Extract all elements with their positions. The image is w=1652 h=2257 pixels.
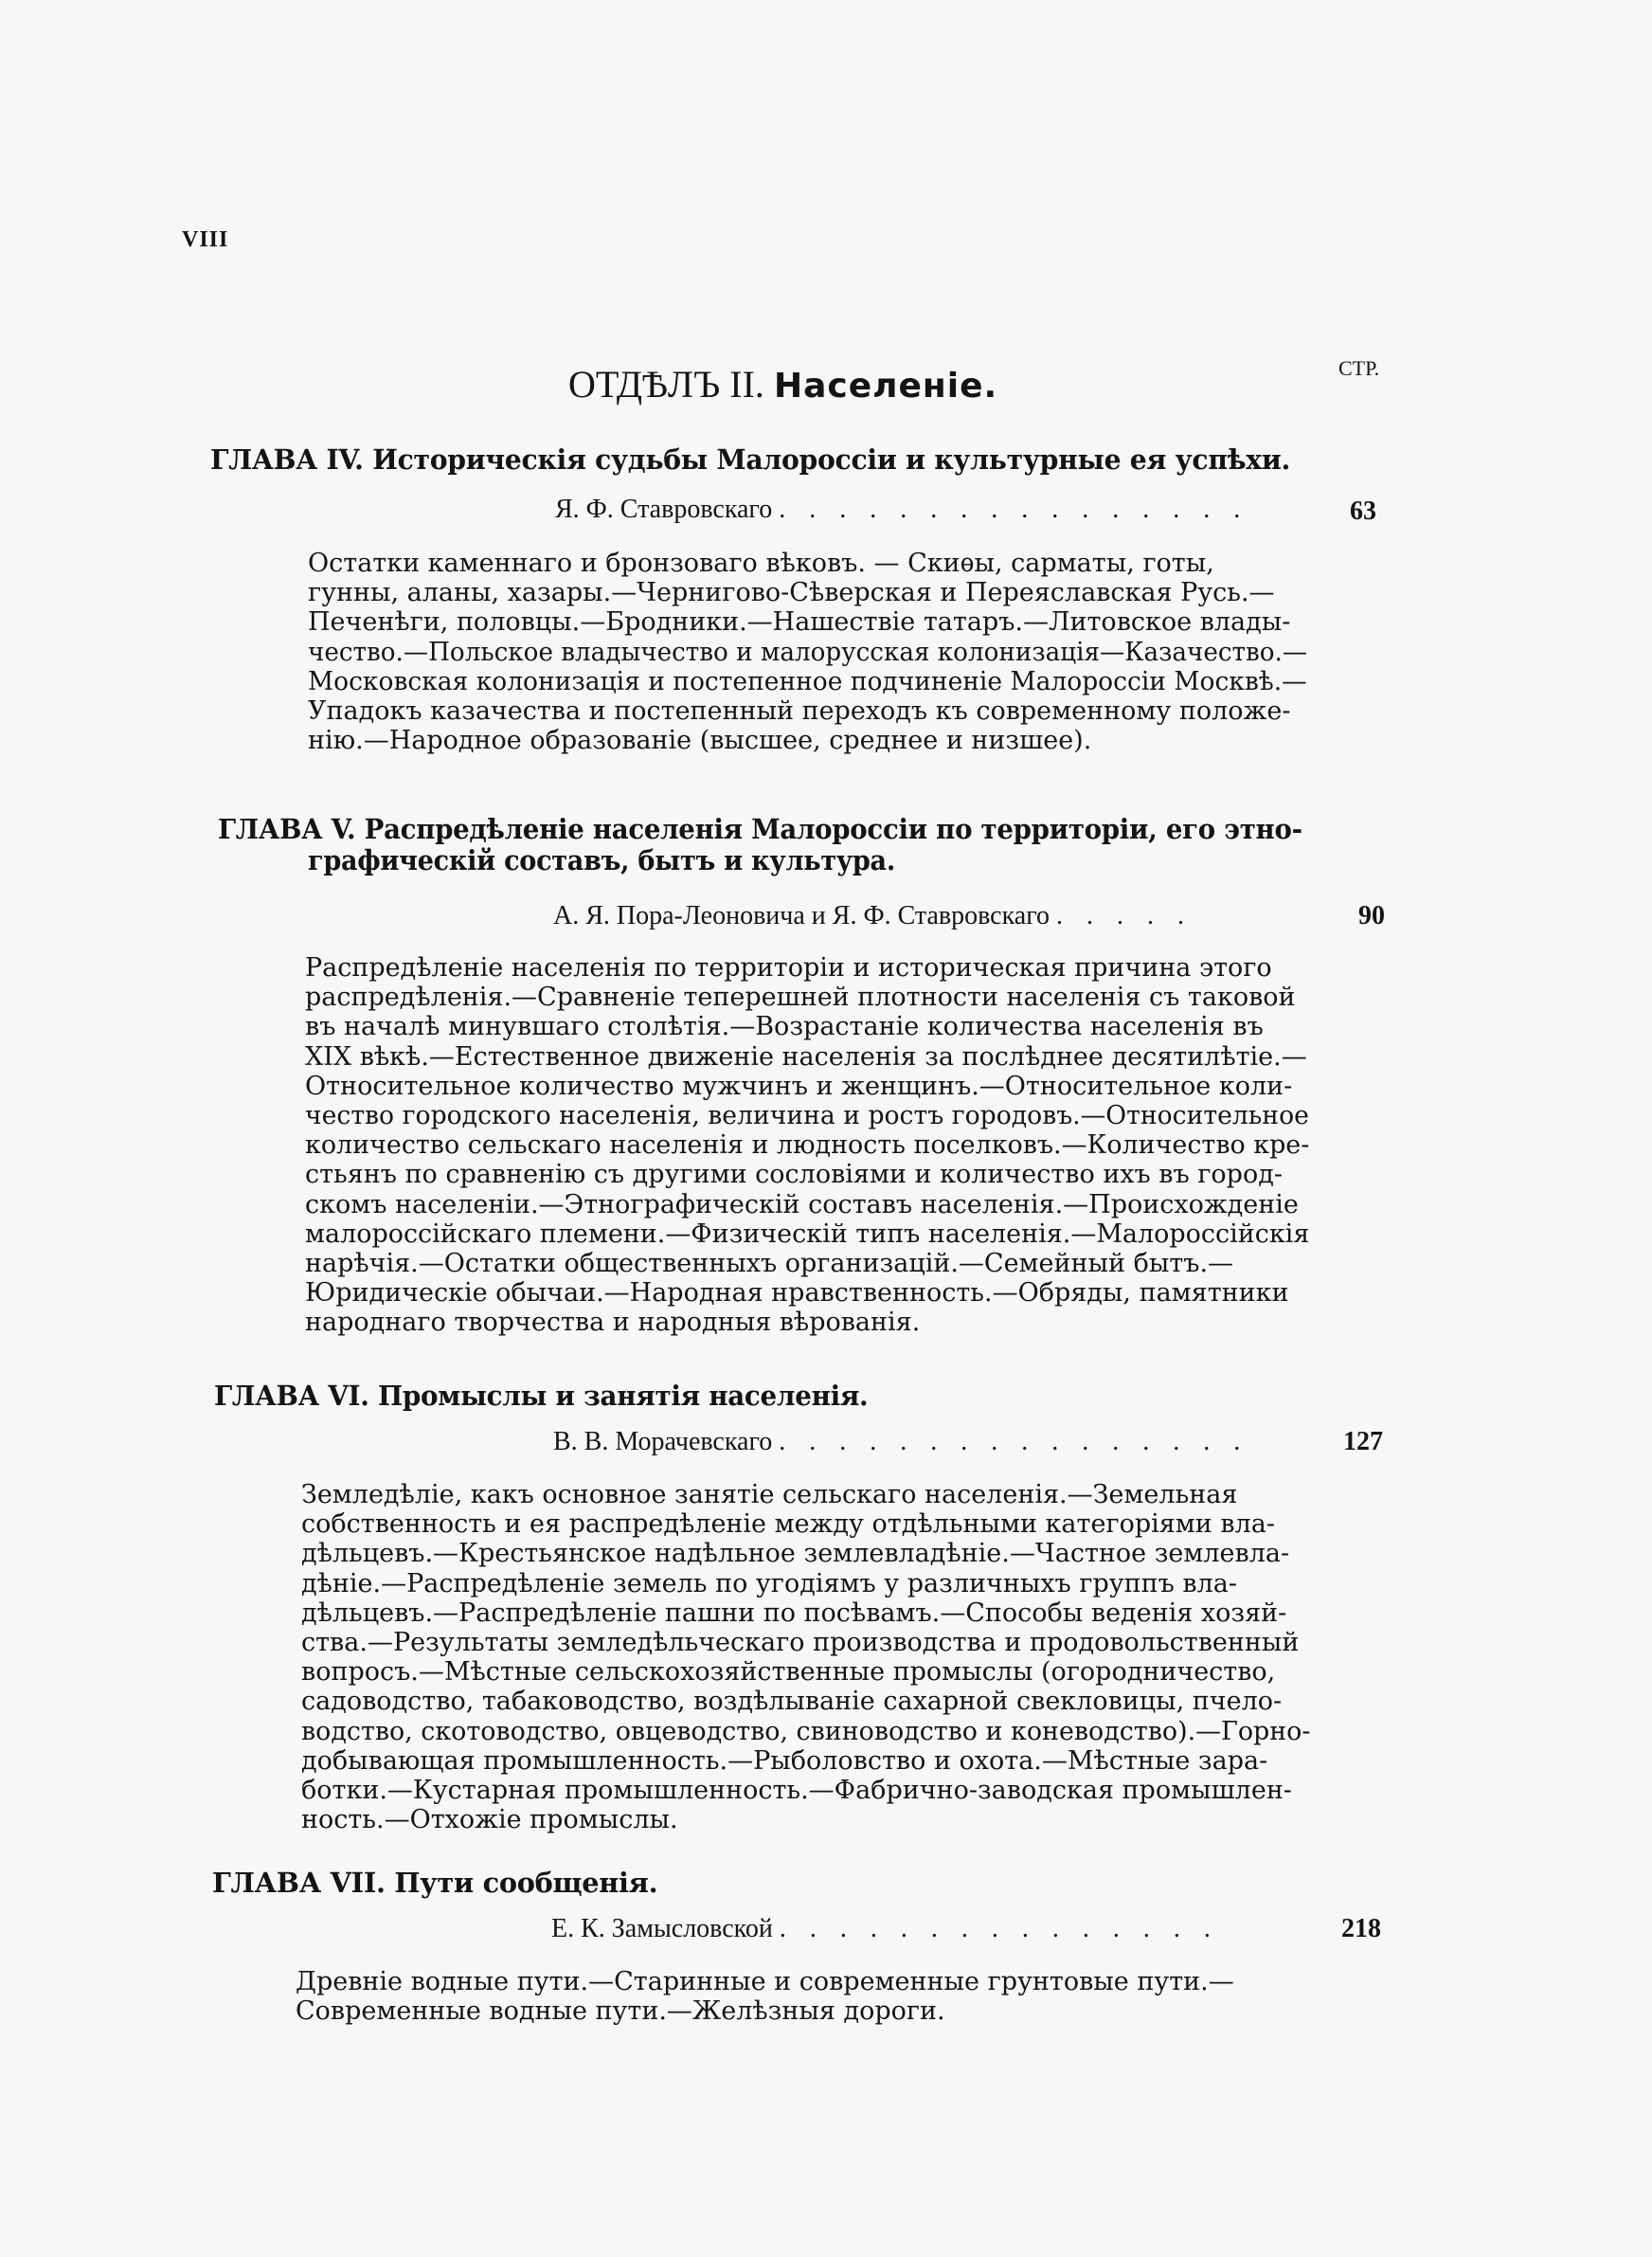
summary-line: распредѣленія.—Сравненіе теперешней плотности населенія съ таковой (305, 983, 1296, 1013)
chapter-4-author-line (555, 495, 1248, 525)
chapter-7-heading: ГЛАВА VII. Пути сообщенія. (212, 1867, 658, 1899)
chapter-7-author: Е. К. Замысловской (551, 1914, 773, 1943)
section-name: Населеніе. (773, 367, 998, 406)
summary-line: Остатки каменнаго и бронзоваго вѣковъ. — Скиѳы, сарматы, готы, (308, 549, 1214, 578)
summary-line: нію.—Народное образованіе (высшее, среднее и низшее). (308, 726, 1092, 756)
chapter-7-leader-dots: . . . . . . . . . . . . . . . (779, 1914, 1219, 1943)
summary-line: вопросъ.—Мѣстные сельскохозяйственные промыслы (огородничество, (301, 1657, 1276, 1688)
summary-line: водство, скотоводство, овцеводство, свиноводство и коневодство).—Горно- (301, 1716, 1311, 1746)
summary-line: чество.—Польское владычество и малорусская колонизація—Казачество.— (308, 637, 1308, 667)
summary-line: дѣльцевъ.—Распредѣленіе пашни по посѣвамъ.—Способы веденія хозяй- (301, 1598, 1287, 1628)
chapter-6-author-line (553, 1427, 1248, 1457)
summary-line: дѣніе.—Распредѣленіе земель по угодіямъ у различныхъ группъ вла- (301, 1568, 1237, 1598)
summary-line: собственность и ея распредѣленіе между отдѣльными категоріями вла- (301, 1509, 1275, 1540)
summary-line: въ началѣ минувшаго столѣтія.—Возрастаніе количества населенія въ (305, 1012, 1264, 1042)
chapter-6-heading: ГЛАВА VI. Промыслы и занятія населенія. (214, 1380, 869, 1412)
summary-line: чество городского населенія, величина и ростъ городовъ.—Относительное (305, 1100, 1309, 1130)
chapter-5-summary (305, 953, 1322, 1337)
page-number: VIII (182, 227, 229, 252)
chapter-5-heading-line-2: графическій составъ, бытъ и культура. (308, 844, 895, 876)
section-prefix: ОТДѢЛЪ II. (568, 363, 764, 406)
chapter-5-author: А. Я. Пора-Леоновича и Я. Ф. Ставровскаго (553, 901, 1050, 930)
summary-line: Относительное количество мужчинъ и женщинъ.—Относительное коли- (305, 1071, 1293, 1101)
summary-line: добывающая промышленность.—Рыболовство и охота.—Мѣстные зара- (301, 1745, 1268, 1776)
summary-line: нарѣчія.—Остатки общественныхъ организацій.—Семейный бытъ.— (305, 1248, 1234, 1278)
summary-line: ность.—Отхожіе промыслы. (301, 1805, 678, 1835)
chapter-5-heading-line-1: ГЛАВА V. Распредѣленіе населенія Малороссіи по территоріи, его этно- (218, 813, 1302, 845)
chapter-6-leader-dots: . . . . . . . . . . . . . . . . (779, 1427, 1249, 1456)
summary-line: Юридическіе обычаи.—Народная нравственность.—Обряды, памятники (305, 1278, 1289, 1309)
chapter-7-summary (296, 1967, 1234, 2026)
summary-line: садоводство, табаководство, воздѣлываніе сахарной свекловицы, пчело- (301, 1687, 1283, 1717)
summary-line: XIX вѣкѣ.—Естественное движеніе населенія за послѣднее десятилѣтіе.— (305, 1041, 1307, 1072)
summary-line: Древніе водные пути.—Старинные и современные грунтовые пути.— (296, 1967, 1234, 1996)
chapter-4-leader-dots: . . . . . . . . . . . . . . . . (779, 495, 1249, 524)
summary-line: скомъ населеніи.—Этнографическій составъ населенія.—Происхожденіе (305, 1189, 1299, 1219)
summary-line: количество сельскаго населенія и людность поселковъ.—Количество кре- (305, 1130, 1310, 1161)
summary-line: ства.—Результаты земледѣльческаго производства и продовольственный (301, 1627, 1300, 1657)
chapter-6-page: 127 (1343, 1427, 1383, 1456)
chapter-4-page: 63 (1350, 497, 1376, 526)
summary-line: Печенѣги, половцы.—Бродники.—Нашествіе татаръ.—Литовское влады- (308, 607, 1291, 638)
page-column-label: СТР. (1338, 356, 1380, 380)
chapter-7-page: 218 (1341, 1914, 1381, 1943)
summary-line: Упадокъ казачества и постепенный переходъ къ современному положе- (308, 695, 1291, 726)
summary-line: ботки.—Кустарная промышленность.—Фабрично-заводская промышлен- (301, 1775, 1292, 1805)
chapter-5-author-line (553, 901, 1193, 931)
chapter-6-summary (301, 1480, 1314, 1834)
summary-line: малороссійскаго племени.—Физическій типъ населенія.—Малороссійскія (305, 1219, 1310, 1249)
chapter-6-author: В. В. Морачевскаго (553, 1427, 773, 1456)
summary-line: стьянъ по сравненію съ другими сословіями и количество ихъ въ город- (305, 1160, 1283, 1190)
summary-line: гунны, аланы, хазары.—Черниговo-Сѣверская и Переяславская Русь.— (308, 578, 1275, 608)
summary-line: Распредѣленіе населенія по территоріи и историческая причина этого (305, 953, 1272, 983)
chapter-7-author-line (551, 1914, 1219, 1944)
chapter-4-heading: ГЛАВА IV. Историческія судьбы Малороссіи и культурные ея успѣхи. (210, 443, 1291, 476)
chapter-5-page: 90 (1358, 901, 1385, 930)
summary-line: Московская колонизація и постепенное подчиненіе Малороссіи Москвѣ.— (308, 666, 1307, 696)
chapter-4-author: Я. Ф. Ставровскаго (555, 495, 773, 524)
section-title (568, 362, 997, 406)
summary-line: Земледѣліе, какъ основное занятіе сельскаго населенія.—Земельная (301, 1480, 1238, 1509)
summary-line: народнаго творчества и народныя вѣрованія. (305, 1308, 921, 1338)
chapter-4-summary (308, 549, 1338, 755)
summary-line: дѣльцевъ.—Крестьянское надѣльное землевладѣніе.—Частное землевла- (301, 1539, 1290, 1569)
chapter-5-leader-dots: . . . . . (1056, 901, 1193, 930)
summary-line: Современные водные пути.—Желѣзныя дороги. (296, 1996, 945, 2027)
